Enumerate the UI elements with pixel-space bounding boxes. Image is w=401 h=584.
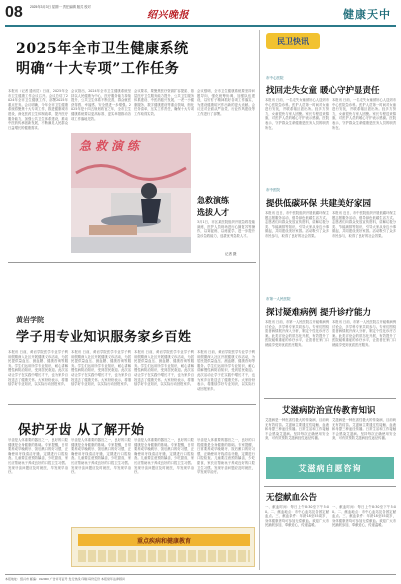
tag-hospital-2: 市中医院	[266, 188, 280, 192]
aids-banner-label: 艾滋病自愿咨询	[298, 463, 362, 473]
column-divider	[259, 30, 260, 570]
low-carbon-col-2: 本报讯 近日，市中医院组织开展低碳环保主题志愿服务活动，倡导绿色低碳生活方式。志愿者们向群众发放宣传资料，讲解垃圾分类、节能减排等知识，引导大家从身边小事做起，共同建设美好家园。活动吸引了众多市民参与，取得了良好的社会效果。	[332, 211, 396, 238]
main-headline-1: 2025年全市卫生健康系统	[16, 41, 189, 57]
dateline: 2025年3月3日 星期一 责任编辑 版式 校对	[30, 5, 91, 9]
aids-col-2: 艾滋病是一种危害性极大的传染病，目前尚无有效疫苗。艾滋病主要通过性接触、血液和母婴三种途径传播。日常生活和工作接触不会感染艾滋病。坚持每次正确使用安全套，可有效预防艾滋病经性途径传播。	[332, 418, 396, 441]
cases-col-2: 本报讯 日前，市第一人民医院召开疑难病例讨论会，多学科专家共同参与。专家们围绕患者病情展开深入分析，制定个性化诊疗方案。此类讨论会的常态化开展，有效提升了医院疑难重症的诊疗水平，让患者在家门口就能享受到优质医疗服务。	[332, 320, 396, 347]
health-education-banner	[71, 527, 255, 567]
headline-aids: 艾滋病防治宣传教育知识	[282, 406, 376, 416]
news-badge	[266, 33, 320, 49]
teeth-col-4: 牙齿是人体重要的器官之一，良好的口腔健康是全身健康的基础。专家提醒，日常要养成早晚刷牙、饭后漱口的好习惯，正确使用牙线清洁牙缝，定期进行口腔检查。儿童要注意预防龋齿，少吃甜食，家长应帮助孩子养成良好的口腔卫生习惯。发现牙齿问题应及时就医，早发现早治疗。	[197, 438, 255, 475]
aids-col-1: 艾滋病是一种危害性极大的传染病，目前尚无有效疫苗。艾滋病主要通过性接触、血液和母婴三种途径传播。日常生活和工作接触不会感染艾滋病。坚持每次正确使用安全套，可有效预防艾滋病经性途径传播。	[265, 418, 329, 441]
section-rule-3	[264, 398, 396, 399]
story-kicker: 黄岩学院	[16, 317, 44, 324]
section-rule-1	[8, 262, 256, 263]
photo-title-1: 急救演练	[197, 195, 229, 205]
page-footer: 本报地址：绍兴市 邮编：312000 广告许可证号 发行热线 印刷 每份定价 本报常年法律顾问	[5, 574, 396, 581]
main-story-col-2: 会议指出，2024年全市卫生健康系统坚持以人民健康为中心，医疗服务能力持续提升，公共卫生体系不断完善，群众就医获得感、幸福感、安全感进一步增强。2025年是十四五规划收官之年，全市卫生健康系统要以更高标准、更实举措推动各项工作落地见效。	[71, 89, 131, 121]
students-col-3: 本报讯 日前，黄岩学院医学专业学子利用假期深入社区开展健康义诊活动，为居民提供量血压、测血糖、健康咨询等服务。学生们运用所学专业知识，耐心讲解慢性病防治知识，受到居民欢迎。此次活动让学子在实践中增长才干，也为家乡百姓送去了健康关怀。大家纷纷表示，将继续学好专业知识，以实际行动回报家乡。	[134, 350, 194, 387]
main-story-col-3: 会议要求，要聚焦医疗资源扩容提质、基层医疗卫生服务能力提升、公共卫生服务体系建设、中医药振兴发展、一老一小健康服务、数字健康建设等重点领域，细化任务清单，压实工作责任，确保十大专项工作取得实效。	[134, 89, 194, 116]
page-number: 08	[5, 4, 23, 21]
headline-difficult-cases: 探讨疑难病例 提升诊疗能力	[266, 308, 371, 318]
badge-label: 民卫快讯	[277, 36, 309, 46]
headline-lost-girl: 找回走失女童 暖心守护显责任	[266, 86, 380, 96]
students-col-2: 本报讯 日前，黄岩学院医学专业学子利用假期深入社区开展健康义诊活动，为居民提供量血压、测血糖、健康咨询等服务。学生们运用所学专业知识，耐心讲解慢性病防治知识，受到居民欢迎。此次活动让学子在实践中增长才干，也为家乡百姓送去了健康关怀。大家纷纷表示，将继续学好专业知识，以实际行动回报家乡。	[71, 350, 131, 387]
low-carbon-col-1: 本报讯 近日，市中医院组织开展低碳环保主题志愿服务活动，倡导绿色低碳生活方式。志愿者们向群众发放宣传资料，讲解垃圾分类、节能减排等知识，引导大家从身边小事做起，共同建设美好家园。活动吸引了众多市民参与，取得了良好的社会效果。	[265, 211, 329, 238]
section-rule-2	[8, 404, 256, 405]
headline-low-carbon: 提供低碳环保 共建美好家园	[266, 199, 371, 209]
lost-girl-col-2: 本报讯 日前，一名走失女童被好心人送到市中心医院急诊科。医护人员第一时间对女童进行安抚，并联系辖区派出所。经多方努力，女童很快与家人团聚。家长专程送来锦旗，对医护人员的暖心守护表示感谢。医院表示，守护群众生命健康是医务人员的职责所在。	[332, 98, 396, 130]
section-rule-4	[264, 486, 396, 487]
tag-hospital-3: 市第一人民医院	[266, 297, 291, 301]
banner-label: 重点疾病和健康教育	[136, 538, 191, 545]
photo-overlay-text: 急救演练	[79, 139, 144, 153]
banner-pattern	[78, 550, 250, 562]
photo-title-2: 选拔人才	[197, 207, 229, 217]
aids-banner	[266, 457, 394, 479]
tag-hospital-1: 市中心医院	[266, 76, 284, 80]
cpr-photo	[71, 133, 191, 253]
photo-credit: 记者 摄	[225, 252, 237, 256]
headline-blood-donation: 无偿献血公告	[266, 493, 318, 503]
students-col-1: 本报讯 日前，黄岩学院医学专业学子利用假期深入社区开展健康义诊活动，为居民提供量血压、测血糖、健康咨询等服务。学生们运用所学专业知识，耐心讲解慢性病防治知识，受到居民欢迎。此次活动让学子在实践中增长才干，也为家乡百姓送去了健康关怀。大家纷纷表示，将继续学好专业知识，以实际行动回报家乡。	[8, 350, 68, 387]
main-story-col-4: 会议强调，全市卫生健康系统要坚持问题导向，强化统筹协调，加强队伍建设，以钉钉子精神抓好各项工作落实，为建设健康绍兴作出新的更大贡献。会议还对全面从严治党、行业作风建设等工作进行了部署。	[197, 89, 255, 116]
paper-logo: 绍兴晚报	[147, 10, 189, 21]
main-headline-2: 明确“十大专项”工作任务	[16, 61, 180, 77]
teeth-col-3: 牙齿是人体重要的器官之一，良好的口腔健康是全身健康的基础。专家提醒，日常要养成早晚刷牙、饭后漱口的好习惯，正确使用牙线清洁牙缝，定期进行口腔检查。儿童要注意预防龋齿，少吃甜食，家长应帮助孩子养成良好的口腔卫生习惯。发现牙齿问题应及时就医，早发现早治疗。	[134, 438, 194, 475]
main-story-col-1: 本报讯（记者 通讯员）日前，2025年全市卫生健康工作会议召开。会议总结了2024年全市卫生健康工作，部署2025年重点任务。会议明确，今年全市卫生健康系统将聚焦十大专项工作，推进健康城市建设，深化医药卫生体制改革，提升医疗服务能力，加强公共卫生体系建设，推动中医药传承创新发展，不断满足人民群众日益增长的健康需求。	[8, 89, 68, 130]
story-headline-teeth: 保护牙齿 从了解开始	[18, 423, 145, 438]
students-col-4: 本报讯 日前，黄岩学院医学专业学子利用假期深入社区开展健康义诊活动，为居民提供量血压、测血糖、健康咨询等服务。学生们运用所学专业知识，耐心讲解慢性病防治知识，受到居民欢迎。此次活动让学子在实践中增长才干，也为家乡百姓送去了健康关怀。大家纷纷表示，将继续学好专业知识，以实际行动回报家乡。	[197, 350, 255, 391]
teeth-col-2: 牙齿是人体重要的器官之一，良好的口腔健康是全身健康的基础。专家提醒，日常要养成早晚刷牙、饭后漱口的好习惯，正确使用牙线清洁牙缝，定期进行口腔检查。儿童要注意预防龋齿，少吃甜食，家长应帮助孩子养成良好的口腔卫生习惯。发现牙齿问题应及时就医，早发现早治疗。	[71, 438, 131, 475]
banner-strip	[78, 534, 250, 546]
photo-caption: 3月1日，市区某医院组织开展急救技能演练，医护人员现场进行心肺复苏等操作，以赛促练、以练促学，进一步提升急诊急救能力，选拔优秀急救人才。	[197, 220, 255, 238]
lost-girl-col-1: 本报讯 日前，一名走失女童被好心人送到市中心医院急诊科。医护人员第一时间对女童进行安抚，并联系辖区派出所。经多方努力，女童很快与家人团聚。家长专程送来锦旗，对医护人员的暖心守护表示感谢。医院表示，守护群众生命健康是医务人员的职责所在。	[265, 98, 329, 130]
blood-col-1: 一、献血时间：每日上午8:30至下午5:00。二、献血地点：市中心血站及各固定献血点。三、献血条件：年龄18至55周岁，身体健康者均可参加无偿献血。欢迎广大市民踊跃参加，奉献爱心，传递温暖。	[265, 505, 329, 528]
story-headline-students: 学子用专业知识服务家乡百姓	[16, 330, 192, 345]
header-rule	[5, 25, 396, 27]
cases-col-1: 本报讯 日前，市第一人民医院召开疑难病例讨论会，多学科专家共同参与。专家们围绕患者病情展开深入分析，制定个性化诊疗方案。此类讨论会的常态化开展，有效提升了医院疑难重症的诊疗水平，让患者在家门口就能享受到优质医疗服务。	[265, 320, 329, 347]
teeth-col-1: 牙齿是人体重要的器官之一，良好的口腔健康是全身健康的基础。专家提醒，日常要养成早晚刷牙、饭后漱口的好习惯，正确使用牙线清洁牙缝，定期进行口腔检查。儿童要注意预防龋齿，少吃甜食，家长应帮助孩子养成良好的口腔卫生习惯。发现牙齿问题应及时就医，早发现早治疗。	[8, 438, 68, 475]
section-title: 健康天中	[343, 9, 391, 21]
blood-col-2: 一、献血时间：每日上午8:30至下午5:00。二、献血地点：市中心血站及各固定献血点。三、献血条件：年龄18至55周岁，身体健康者均可参加无偿献血。欢迎广大市民踊跃参加，奉献爱心，传递温暖。	[332, 505, 396, 528]
